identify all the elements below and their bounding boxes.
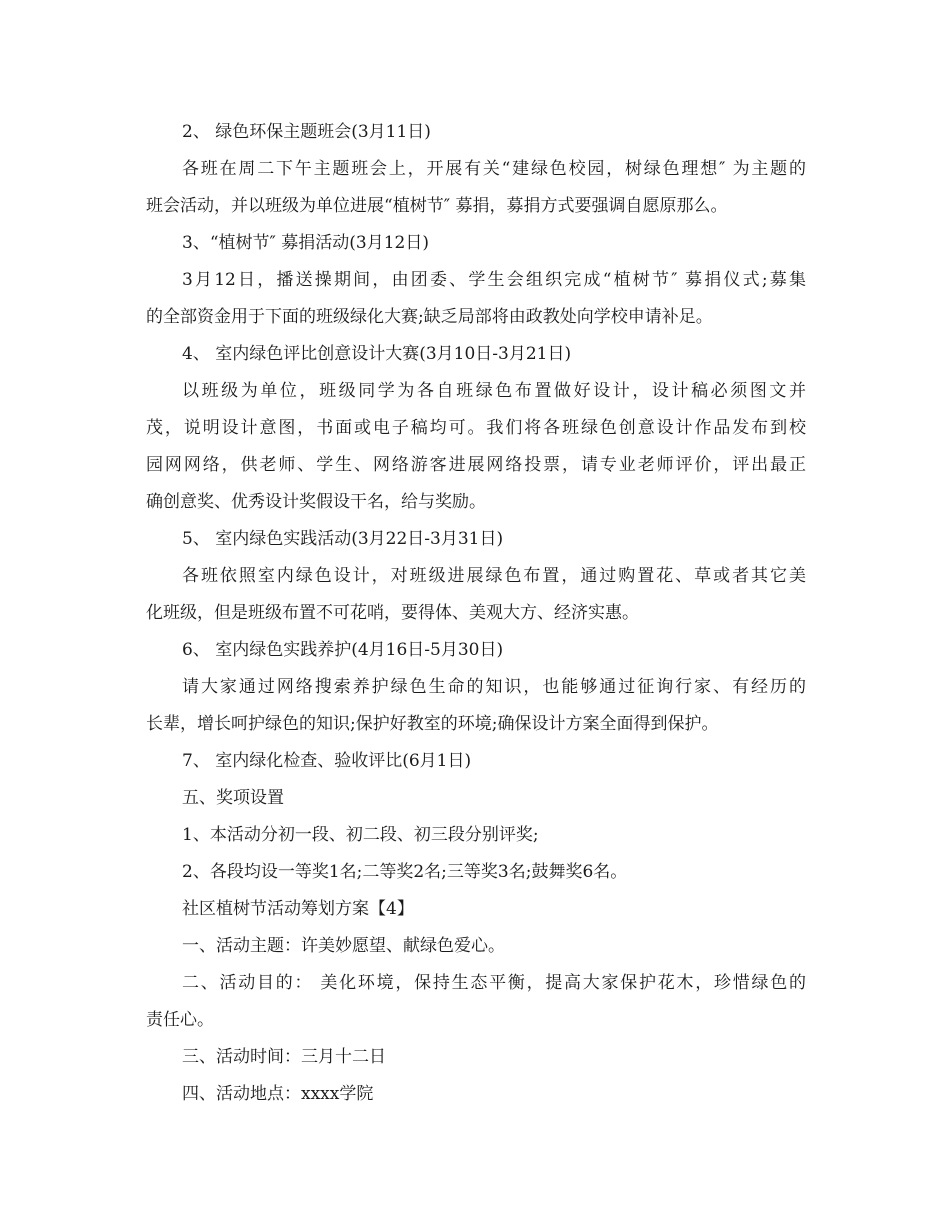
document-section-title: 社区植树节活动筹划方案【4】 — [182, 899, 414, 919]
section-heading: 7、 室内绿化检查、验收评比(6月1日) — [182, 751, 472, 771]
list-item: 一、活动主题：许美妙愿望、献绿色爱心。 — [182, 936, 505, 956]
paragraph-line: 的全部资金用于下面的班级绿化大赛;缺乏局部将由政教处向学校申请补足。 — [146, 307, 713, 327]
list-item: 1、本活动分初一段、初二段、初三段分别评奖; — [182, 825, 539, 845]
section-heading: 五、奖项设置 — [182, 788, 284, 808]
paragraph-line: 班会活动，并以班级为单位进展“植树节″ 募捐，募捐方式要强调自愿原那么。 — [146, 196, 728, 216]
paragraph-line: 确创意奖、优秀设计奖假设干名，给与奖励。 — [146, 492, 486, 512]
paragraph-line: 各班在周二下午主题班会上，开展有关“建绿色校园，树绿色理想″ 为主题的 — [182, 159, 806, 179]
section-heading: 2、 绿色环保主题班会(3月11日) — [182, 122, 431, 142]
section-heading: 4、 室内绿色评比创意设计大赛(3月10日-3月21日) — [182, 344, 572, 364]
section-heading: 5、 室内绿色实践活动(3月22日-3月31日) — [182, 529, 504, 549]
paragraph-line: 各班依照室内绿色设计，对班级进展绿色布置，通过购置花、草或者其它美 — [182, 566, 806, 586]
paragraph-line: 责任心。 — [146, 1010, 214, 1030]
paragraph-line: 化班级，但是班级布置不可花哨，要得体、美观大方、经济实惠。 — [146, 603, 639, 623]
paragraph-line: 二、活动目的： 美化环境，保持生态平衡，提高大家保护花木，珍惜绿色的 — [182, 973, 806, 993]
paragraph-line: 请大家通过网络搜索养护绿色生命的知识，也能够通过征询行家、有经历的 — [182, 677, 806, 697]
paragraph-line: 以班级为单位，班级同学为各自班绿色布置做好设计，设计稿必须图文并 — [182, 381, 806, 401]
list-item: 三、活动时间：三月十二日 — [182, 1047, 386, 1067]
paragraph-line: 长辈，增长呵护绿色的知识;保护好教室的环境;确保设计方案全面得到保护。 — [146, 714, 719, 734]
list-item: 四、活动地点：xxxx学院 — [182, 1084, 374, 1104]
section-heading: 6、 室内绿色实践养护(4月16日-5月30日) — [182, 640, 504, 660]
document-body — [146, 114, 806, 1113]
paragraph-line: 茂，说明设计意图，书面或电子稿均可。我们将各班绿色创意设计作品发布到校 — [146, 418, 806, 438]
paragraph-line: 3月12日，播送操期间，由团委、学生会组织完成“植树节″ 募捐仪式;募集 — [182, 270, 806, 290]
section-heading: 3、“植树节″ 募捐活动(3月12日) — [182, 233, 429, 253]
list-item: 2、各段均设一等奖1名;二等奖2名;三等奖3名;鼓舞奖6名。 — [182, 862, 628, 882]
paragraph-line: 园网网络，供老师、学生、网络游客进展网络投票，请专业老师评价，评出最正 — [146, 455, 806, 475]
